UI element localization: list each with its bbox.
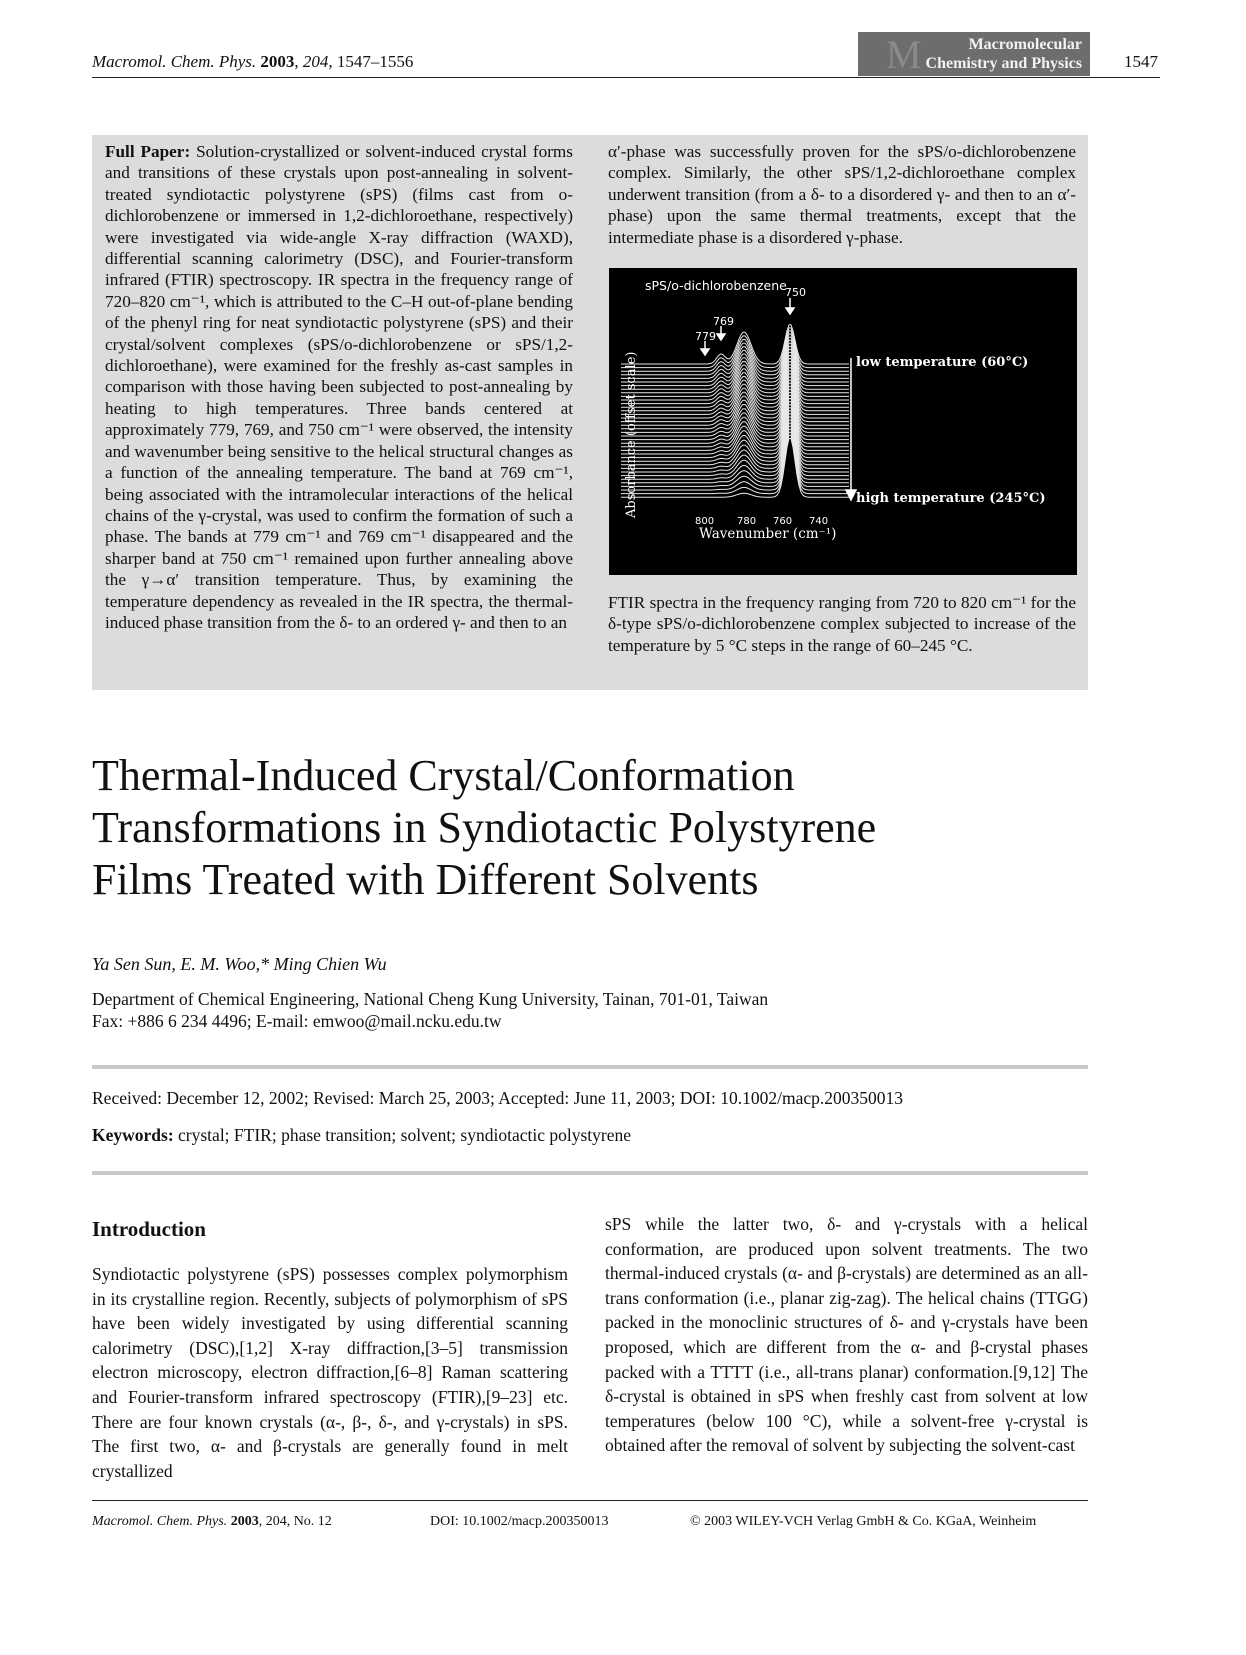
header-divider bbox=[92, 77, 1160, 78]
peak-label-750: 750 bbox=[785, 286, 806, 299]
affiliation-block bbox=[92, 988, 768, 1032]
arrow-750-head-icon bbox=[786, 308, 794, 314]
abstract-column-1 bbox=[105, 141, 573, 633]
y-axis-label: Absorbance (offset scale) bbox=[624, 351, 639, 518]
footer-year: 2003 bbox=[230, 1514, 259, 1529]
spectra-curves bbox=[621, 325, 849, 497]
abstract-text-2: α′-phase was successfully proven for the sPS/o-dichlorobenzene complex. Similarly, the other sPS/1,2-dichloroethane complex underwent transition (from a δ- to a disordered γ- and then to an α′-phase) upon the same thermal treatments, except that the intermediate phase is a disordered γ-phase. bbox=[608, 142, 1076, 247]
peak-label-779: 779 bbox=[695, 330, 716, 343]
intro-column-2: sPS while the latter two, δ- and γ-crystals with a helical conformation, are produced upon solvent treatments. The two thermal-induced crystals (α- and β-crystals) are determined as an all-trans conformation (i.e., planar zig-zag). The helical chains (TTGG) packed in the monoclinic structures of δ- and γ-crystals have been proposed, which are different from the α- and β-crystal phases packed with a TTTT (i.e., all-trans planar) conformation.[9,12] The δ-crystal is obtained in sPS when freshly cast from solvent at low temperatures (below 100 °C), while a solvent-free γ-crystal is obtained after the removal of solvent by subjecting the solvent-cast bbox=[605, 1214, 1088, 1456]
figure-caption: FTIR spectra in the frequency ranging from 720 to 820 cm⁻¹ for the δ-type sPS/o-dichlorobenzene complex subjected to increase of the temperature by 5 °C steps in the range of 60–245 °C. bbox=[608, 593, 1076, 655]
ftir-spectra-plot bbox=[609, 268, 1077, 575]
journal-pages: 1547–1556 bbox=[336, 52, 414, 71]
page-number: 1547 bbox=[1124, 52, 1158, 71]
divider-bottom bbox=[92, 1171, 1088, 1175]
footer-citation: Macromol. Chem. Phys. 2003, 204, No. 12 bbox=[92, 1514, 332, 1529]
running-header: Macromol. Chem. Phys. 2003, 204, 1547–1556 bbox=[92, 52, 414, 71]
logo-line2: Chemistry and Physics bbox=[925, 55, 1082, 72]
arrow-779-head-icon bbox=[701, 349, 709, 355]
sample-label: sPS/o-dichlorobenzene bbox=[645, 278, 787, 293]
title-line-3: Films Treated with Different Solvents bbox=[92, 855, 759, 904]
footer-journal: Macromol. Chem. Phys. bbox=[92, 1514, 228, 1529]
high-temp-label: high temperature (245°C) bbox=[856, 491, 1046, 506]
ftir-figure bbox=[609, 268, 1077, 575]
footer-copyright: © 2003 WILEY-VCH Verlag GmbH & Co. KGaA, Weinheim bbox=[690, 1514, 1037, 1529]
journal-year: 2003 bbox=[260, 52, 295, 71]
footer-doi: DOI: 10.1002/macp.200350013 bbox=[430, 1514, 609, 1529]
abstract-text-1: Solution-crystallized or solvent-induced crystal forms and transitions of these crystals upon post-annealing in solvent-treated syndiotactic polystyrene (sPS) (films cast from o-dichlorobenzene or immersed in 1,2-dichloroethane, respectively) were investigated via wide-angle X-ray diffraction (WAXD), differential scanning calorimetry (DSC), and Fourier-transform infrared (FTIR) spectroscopy. IR spectra in the frequency range of 720–820 cm⁻¹, which is attributed to the C–H out-of-plane bending of the phenyl ring for neat syndiotactic polystyrene (sPS) and their crystal/solvent complexes (sPS/o-dichlorobenzene or sPS/1,2-dichloroethane), were examined for the freshly as-cast samples in comparison with those having been subjected to post-annealing by heating to high temperatures. Three bands centered at approximately 779, 769, and 750 cm⁻¹ were observed, the intensity and wavenumber being sensitive to the helical structural changes as a function of the annealing temperature. The band at 769 cm⁻¹, being associated with the intramolecular interactions of the helical chains of the γ-crystal, was used to confirm the formation of such a phase. The bands at 779 cm⁻¹ and 769 cm⁻¹ disappeared and the sharper band at 750 cm⁻¹ remained upon further annealing above the γ→α′ transition temperature. Thus, by examining the temperature dependency as revealed in the IR spectra, the thermal-induced phase transition from the δ- to an ordered γ- and then to an bbox=[105, 142, 573, 632]
journal-logo: M Macromolecular Chemistry and Physics bbox=[858, 32, 1090, 76]
peak-label-769: 769 bbox=[713, 315, 734, 328]
footer-volume: 204, No. 12 bbox=[265, 1514, 332, 1529]
x-tick-760: 760 bbox=[773, 516, 793, 527]
low-temp-label: low temperature (60°C) bbox=[856, 355, 1029, 370]
footer-divider bbox=[92, 1500, 1088, 1501]
keywords-line bbox=[92, 1125, 631, 1146]
section-heading-introduction: Introduction bbox=[92, 1217, 206, 1241]
divider-top bbox=[92, 1065, 1088, 1069]
journal-name: Macromol. Chem. Phys. bbox=[92, 52, 257, 71]
abstract-label: Full Paper: bbox=[105, 142, 191, 161]
title-line-1: Thermal-Induced Crystal/Conformation bbox=[92, 751, 795, 800]
x-tick-780: 780 bbox=[737, 516, 757, 527]
x-tick-740: 740 bbox=[809, 516, 829, 527]
intro-column-1: Syndiotactic polystyrene (sPS) possesses complex polymorphism in its crystalline region. Recently, subjects of polymorphism of sPS have been widely investigated by using differential scanning calorimetry (DSC),[1,2] X-ray diffraction,[3–5] transmission electron microscopy, electron diffraction,[6–8] Raman scattering and Fourier-transform infrared spectroscopy (FTIR),[9–23] etc. There are four known crystals (α-, β-, δ-, and γ-crystals) in sPS. The first two, α- and β-crystals are generally found in melt crystallized bbox=[92, 1264, 568, 1481]
x-tick-800: 800 bbox=[695, 516, 715, 527]
keywords: crystal; FTIR; phase transition; solvent; syndiotactic polystyrene bbox=[178, 1125, 632, 1145]
x-axis-label: Wavenumber (cm⁻¹) bbox=[699, 526, 837, 542]
contact-info: Fax: +886 6 234 4496; E-mail: emwoo@mail.ncku.edu.tw bbox=[92, 1011, 502, 1031]
arrow-769-head-icon bbox=[717, 334, 725, 340]
authors: Ya Sen Sun, E. M. Woo,* Ming Chien Wu bbox=[92, 954, 387, 974]
logo-line1: Macromolecular bbox=[968, 36, 1082, 53]
temperature-arrow-head-icon bbox=[846, 490, 856, 500]
affiliation: Department of Chemical Engineering, National Cheng Kung University, Tainan, 701-01, Taiwan bbox=[92, 989, 769, 1009]
received-dates: Received: December 12, 2002; Revised: March 25, 2003; Accepted: June 11, 2003; DOI: 10.1002/macp.200350013 bbox=[92, 1088, 903, 1108]
title-line-2: Transformations in Syndiotactic Polystyrene bbox=[92, 803, 877, 852]
article-title bbox=[92, 750, 1092, 906]
journal-volume: 204 bbox=[302, 52, 329, 71]
keywords-label: Keywords: bbox=[92, 1125, 174, 1145]
